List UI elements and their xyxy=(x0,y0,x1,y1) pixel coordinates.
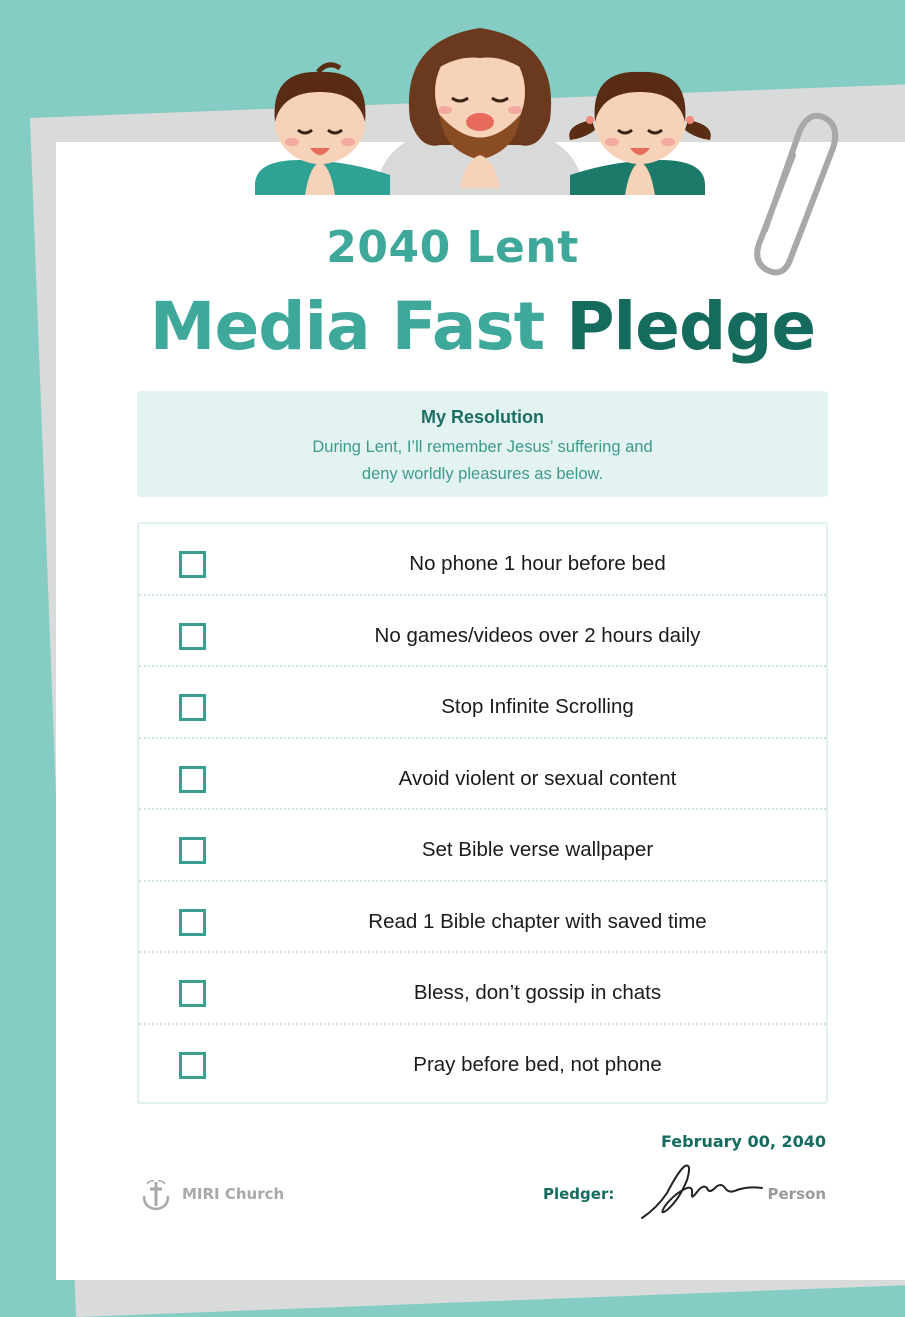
checklist-item-label: Stop Infinite Scrolling xyxy=(441,695,634,718)
checklist-item[interactable] xyxy=(139,739,826,811)
checklist-item[interactable] xyxy=(139,810,826,882)
title-dark-part: Pledge xyxy=(566,288,816,365)
checkbox[interactable] xyxy=(179,1052,206,1079)
pledge-date: February 00, 2040 xyxy=(661,1132,826,1151)
church-brand xyxy=(138,1176,284,1212)
checkbox[interactable] xyxy=(179,551,206,578)
page-subtitle: 2040 Lent xyxy=(326,222,579,273)
checklist-item[interactable] xyxy=(139,524,826,596)
page-title xyxy=(0,288,905,365)
pledger-name: Person xyxy=(767,1185,826,1203)
resolution-text xyxy=(137,434,828,488)
checkbox[interactable] xyxy=(179,909,206,936)
checklist-item-label: No phone 1 hour before bed xyxy=(409,552,666,575)
signature-image xyxy=(637,1158,767,1226)
checkbox[interactable] xyxy=(179,980,206,1007)
resolution-line-2: deny worldly pleasures as below. xyxy=(361,465,604,483)
checklist-item-label: No games/videos over 2 hours daily xyxy=(374,623,701,647)
pledger-label: Pledger: xyxy=(543,1185,615,1203)
checklist-item[interactable] xyxy=(139,667,826,739)
church-cross-icon xyxy=(138,1176,174,1212)
title-light-part: Media Fast xyxy=(149,288,545,365)
checkbox[interactable] xyxy=(179,837,206,864)
checkbox[interactable] xyxy=(179,694,206,721)
checklist-item-label: Set Bible verse wallpaper xyxy=(421,838,654,861)
resolution-title: My Resolution xyxy=(420,407,544,427)
resolution-box xyxy=(137,391,828,497)
jesus-children-illustration xyxy=(240,10,720,195)
checklist-item-label: Avoid violent or sexual content xyxy=(398,766,677,790)
checklist-item[interactable] xyxy=(139,953,826,1025)
checklist-item[interactable] xyxy=(139,1025,826,1097)
checklist-item-label: Pray before bed, not phone xyxy=(413,1052,662,1076)
checkbox[interactable] xyxy=(179,623,206,650)
checkbox[interactable] xyxy=(179,766,206,793)
checklist-item[interactable] xyxy=(139,882,826,954)
resolution-line-1: During Lent, I’ll remember Jesus’ suffering and xyxy=(312,438,653,456)
checklist-item-label: Read 1 Bible chapter with saved time xyxy=(368,909,707,933)
checklist-item-label: Bless, don’t gossip in chats xyxy=(413,981,662,1004)
church-name: MIRI Church xyxy=(182,1185,285,1203)
pledge-checklist xyxy=(137,522,828,1104)
checklist-item[interactable] xyxy=(139,596,826,668)
